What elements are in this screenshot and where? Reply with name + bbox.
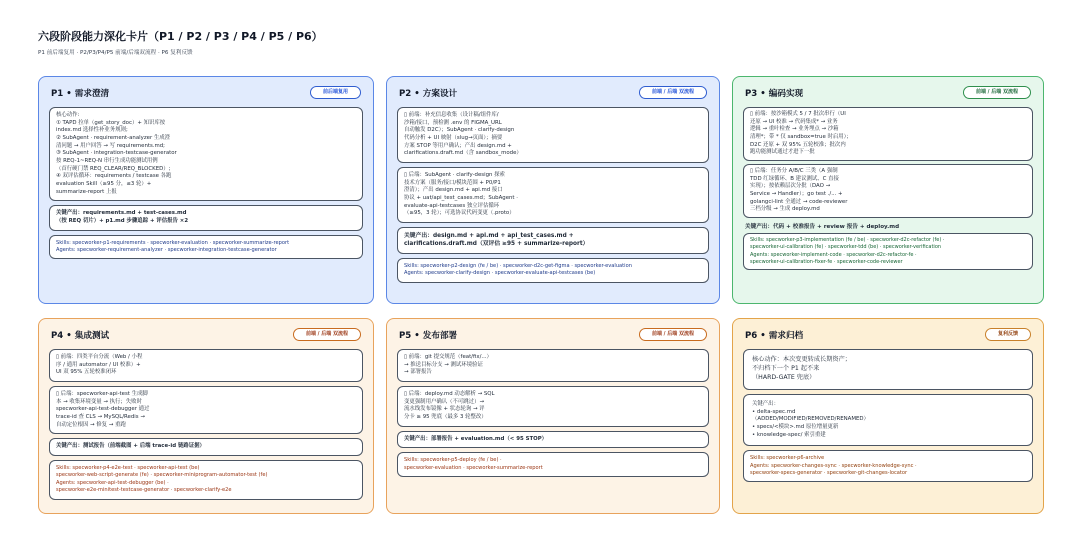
text-line: golangci-lint 全通过 → code-reviewer xyxy=(750,198,848,205)
mode-badge: 前端 / 后端 双流程 xyxy=(639,328,707,341)
text-line: • delta-spec.md xyxy=(752,408,796,415)
text-line: Skills: specworker-p1-requirements · specworker-evaluation · specworker-summarize-report xyxy=(56,239,290,246)
text-line: 关键产出：requirements.md + test-cases.md xyxy=(56,210,187,217)
skills-box xyxy=(743,233,1033,270)
text-line: 关键产出：测试报告（前端截图 + 后端 trace-id 链路证据） xyxy=(56,443,205,450)
card-p6 xyxy=(732,318,1044,514)
card-header xyxy=(397,327,709,343)
text-line: 核心动作：本次变更转成长期资产； xyxy=(752,356,851,363)
text-line: （ADDED/MODIFIED/REMOVED/RENAMED） xyxy=(752,416,869,423)
text-line: 方案 STOP 等用户确认；产出 design.md + xyxy=(404,142,512,149)
skills-box xyxy=(49,235,363,260)
text-line: 序 / 通用 automator / UI 校准）+ xyxy=(56,361,141,368)
key-output-box xyxy=(397,431,709,449)
text-line: 协议 + uat/api_test_cases.md；SubAgent · xyxy=(404,195,518,202)
frontend-box xyxy=(49,349,363,382)
text-line: 技术方案（服务/接口/模块范围 + P0/P1 xyxy=(404,179,501,186)
text-line: ▯ 前端：四类平台分流（Web / 小程 xyxy=(56,354,143,360)
text-line: specworker-specs-generator · specworker-git-changes-locator xyxy=(750,470,908,477)
card-title: P1 • 需求澄清 xyxy=(51,89,110,99)
text-line: Agents: specworker-api-test-debugger (be) · xyxy=(56,479,169,486)
text-line: 关键产出：代码 + 校准报告 + review 报告 + deploy.md xyxy=(745,224,900,231)
text-line: Skills: specworker-p6-archive xyxy=(750,455,825,462)
card-p1 xyxy=(38,76,374,304)
core-action-box xyxy=(49,107,363,201)
frontend-box xyxy=(397,349,709,382)
card-header xyxy=(397,85,709,101)
text-line: Skills: specworker-p3-implementation (fe / be) · specworker-d2c-refactor (fe) · xyxy=(750,237,945,244)
text-line: ▯ 前端：按沙箱模式 5 / 7 批次串行（UI xyxy=(750,111,846,117)
key-output-box xyxy=(397,227,709,254)
text-line: 实现）；按依赖层次分批（DAO → xyxy=(750,183,831,190)
text-line: （首行硬门禁 REQ_CLEAR/REQ_BLOCKED）; xyxy=(56,165,171,172)
text-line: 关键产出：部署报告 + evaluation.md（< 95 STOP） xyxy=(404,435,548,442)
mode-badge: 前端 / 后端 双流程 xyxy=(963,86,1031,99)
backend-box xyxy=(397,167,709,223)
backend-box xyxy=(743,164,1033,218)
text-line: specworker-evaluation · specworker-summarize-report xyxy=(404,464,543,471)
text-line: ▯ 后端：deploy.md 动态解析 → SQL xyxy=(404,391,495,398)
text-line: clarifications.draft.md（含 sandbox_mode） xyxy=(404,150,522,157)
text-line: ▯ 前端：补充信息收集（设计稿/组件库/ xyxy=(404,112,499,118)
text-line: specworker-web-script-generate (fe) · specworker-miniprogram-automator-test (fe) xyxy=(56,472,268,479)
text-line: ▯ 后端：specworker-api-test 生成脚 xyxy=(56,391,148,398)
card-title: P3 • 编码实现 xyxy=(745,89,804,99)
text-line: trace-id 查 CLS → MySQL/Redis → xyxy=(56,414,145,421)
text-line: 流水线发布镜像 + 状态轮询 → 评 xyxy=(404,406,485,413)
card-p2 xyxy=(386,76,720,304)
key-output-box xyxy=(49,438,363,456)
text-line: 分卡 ≥ 95 兜底（最多 3 轮整改） xyxy=(404,414,487,421)
text-line: Agents: specworker-implement-code · specworker-d2c-refactor-fe · xyxy=(750,251,917,258)
text-line: TDD 红绿循环、B 建议测试、C 直接 xyxy=(750,175,839,182)
text-line: UI 双 95% 五轮校准闭环 xyxy=(56,369,117,376)
text-line: 不归档下一个 P1 起不来 xyxy=(752,364,820,372)
text-line: ▯ 前端：git 提交规范（feat/fix/...） xyxy=(404,354,492,360)
text-line: ② SubAgent · requirement-analyzer 生成澄 xyxy=(56,135,171,142)
text-line: evaluation Skill（≥95 分，≤3 轮）+ xyxy=(56,181,152,188)
text-line: （按 REQ 切片）+ p1.md 步骤追踪 + 评估报告 ×2 xyxy=(56,218,189,225)
card-title: P2 • 方案设计 xyxy=(399,89,458,99)
core-action-box xyxy=(743,349,1033,390)
text-line: 清理*；带 * 仅 sandbox=true 时启用）； xyxy=(750,134,852,141)
backend-box xyxy=(49,386,363,434)
text-line: specworker-ui-calibration (fe) · specworker-tdd (be) · specworker-verification xyxy=(750,244,942,251)
text-line: 自动定位根因 → 修复 → 重跑 xyxy=(56,421,126,428)
text-line: ③ SubAgent · integration-testcase-generator xyxy=(56,150,177,157)
text-line: • specs/<模块>.md 原位增量更新 xyxy=(752,423,839,430)
text-line: 关键产出：design.md + api.md + api_test_cases.md + xyxy=(404,233,574,240)
card-header xyxy=(49,85,363,101)
skills-box xyxy=(743,450,1033,482)
page-subtitle: P1 前后端复用 · P2/P3/P4/P5 前端/后端双流程 · P6 复利反馈 xyxy=(38,50,193,56)
mode-badge: 复利反馈 xyxy=(985,328,1031,341)
card-p5 xyxy=(386,318,720,514)
text-line: specworker-api-test-debugger 通过 xyxy=(56,406,150,413)
frontend-box xyxy=(743,107,1033,161)
text-line: （HARD-GATE 兜底） xyxy=(752,373,816,381)
text-line: ① TAPD 拉单（get_story_doc）+ 知识库按 xyxy=(56,119,166,126)
text-line: 变更强制用户确认（不可跳过）→ xyxy=(404,398,484,405)
text-line: 按 REQ-1~REQ-N 串行生成功能测试用例 xyxy=(56,158,158,165)
card-title: P4 • 集成测试 xyxy=(51,331,110,341)
mode-badge: 前端 / 后端 双流程 xyxy=(293,328,361,341)
page-title: 六段阶段能力深化卡片（P1 / P2 / P3 / P4 / P5 / P6） xyxy=(38,30,323,43)
text-line: ④ 双评估循环：requirements / testcase 各跑 xyxy=(56,173,172,180)
text-line: 澄清）；产出 design.md + api.md 接口 xyxy=(404,187,503,194)
text-line: 核心动作: xyxy=(56,112,80,118)
text-line: summarize-report 上报 xyxy=(56,188,117,195)
text-line: → 部署报告 xyxy=(404,369,432,376)
text-line: 三档分级 → 生成 deploy.md xyxy=(750,206,820,213)
skills-box xyxy=(49,460,363,500)
text-line: Agents: specworker-clarify-design · specworker-evaluate-api-testcases (be) xyxy=(404,270,596,277)
text-line: specworker-ui-calibration-fixer-fe · specworker-code-reviewer xyxy=(750,258,903,265)
text-line: Skills: specworker-p4-e2e-test · specworker-api-test (be) xyxy=(56,465,200,472)
frontend-box xyxy=(397,107,709,163)
text-line: 逻辑 → 重叶检查 → 业务埋点 → 沙箱 xyxy=(750,126,839,133)
key-output-box xyxy=(743,394,1033,446)
text-line: → 推送目标分支 → 测试环境验证 xyxy=(404,361,483,368)
skills-box xyxy=(397,258,709,283)
text-line: 本 → 收集环境变量 → 执行；失败时 xyxy=(56,398,142,405)
text-line: clarifications.draft.md（双评估 ≥95 + summarize-report） xyxy=(404,241,589,248)
text-line: 关键产出： xyxy=(752,400,779,407)
text-line: Skills: specworker-p5-deploy (fe / be) · xyxy=(404,457,502,464)
text-line: （≥95，3 轮）；可选协议代码变更（.proto） xyxy=(404,210,515,217)
skills-box xyxy=(397,452,709,477)
card-title: P5 • 发布部署 xyxy=(399,331,458,341)
text-line: Skills: specworker-p2-design (fe / be) · specworker-d2c-get-figma · specworker-evaluation xyxy=(404,262,632,269)
text-line: 代码分析 + UI 映射（slug→页面）；摘要 xyxy=(404,135,503,142)
text-line: 还原 → UI 校准 → 代码集成* → 业务 xyxy=(750,118,838,125)
key-output-box xyxy=(49,205,363,230)
text-line: ▯ 后端：SubAgent · clarify-design 探索 xyxy=(404,172,505,179)
text-line: Agents: specworker-changes-sync · specworker-knowledge-sync · xyxy=(750,462,917,469)
card-header xyxy=(743,327,1033,343)
card-title: P6 • 需求归档 xyxy=(745,331,804,341)
text-line: Agents: specworker-requirement-analyzer · specworker-integration-testcase-generator xyxy=(56,247,277,254)
card-p3 xyxy=(732,76,1044,304)
text-line: evaluate-api-testcases 独立评估循环 xyxy=(404,202,500,209)
text-line: • knowledge-spec/ 索引重建 xyxy=(752,431,826,438)
text-line: ▯ 后端：任务分 A/B/C 三类（A 强制 xyxy=(750,168,838,175)
text-line: 自动触发 D2C）；SubAgent · clarify-design xyxy=(404,127,515,134)
card-p4 xyxy=(38,318,374,514)
backend-box xyxy=(397,386,709,427)
card-header xyxy=(743,85,1033,101)
mode-badge: 前后端复用 xyxy=(310,86,361,99)
key-output-line xyxy=(743,221,1033,233)
text-line: index.md 选择性补业务规则; xyxy=(56,127,128,134)
mode-badge: 前端 / 后端 双流程 xyxy=(639,86,707,99)
text-line: 跑功能测试通过才进下一批 xyxy=(750,149,815,156)
text-line: specworker-e2e-minitest-testcase-generator · specworker-clarify-e2e xyxy=(56,487,232,494)
text-line: Service → Handler）；go test ./... + xyxy=(750,191,843,198)
text-line: D2C 还原 + 双 95% 五轮校准；批次内 xyxy=(750,141,846,148)
text-line: 清问题 → 用户回答 → 写 requirements.md; xyxy=(56,142,165,149)
card-header xyxy=(49,327,363,343)
text-line: 沙箱/接口，预检测 .env 的 FIGMA_URL xyxy=(404,119,502,126)
